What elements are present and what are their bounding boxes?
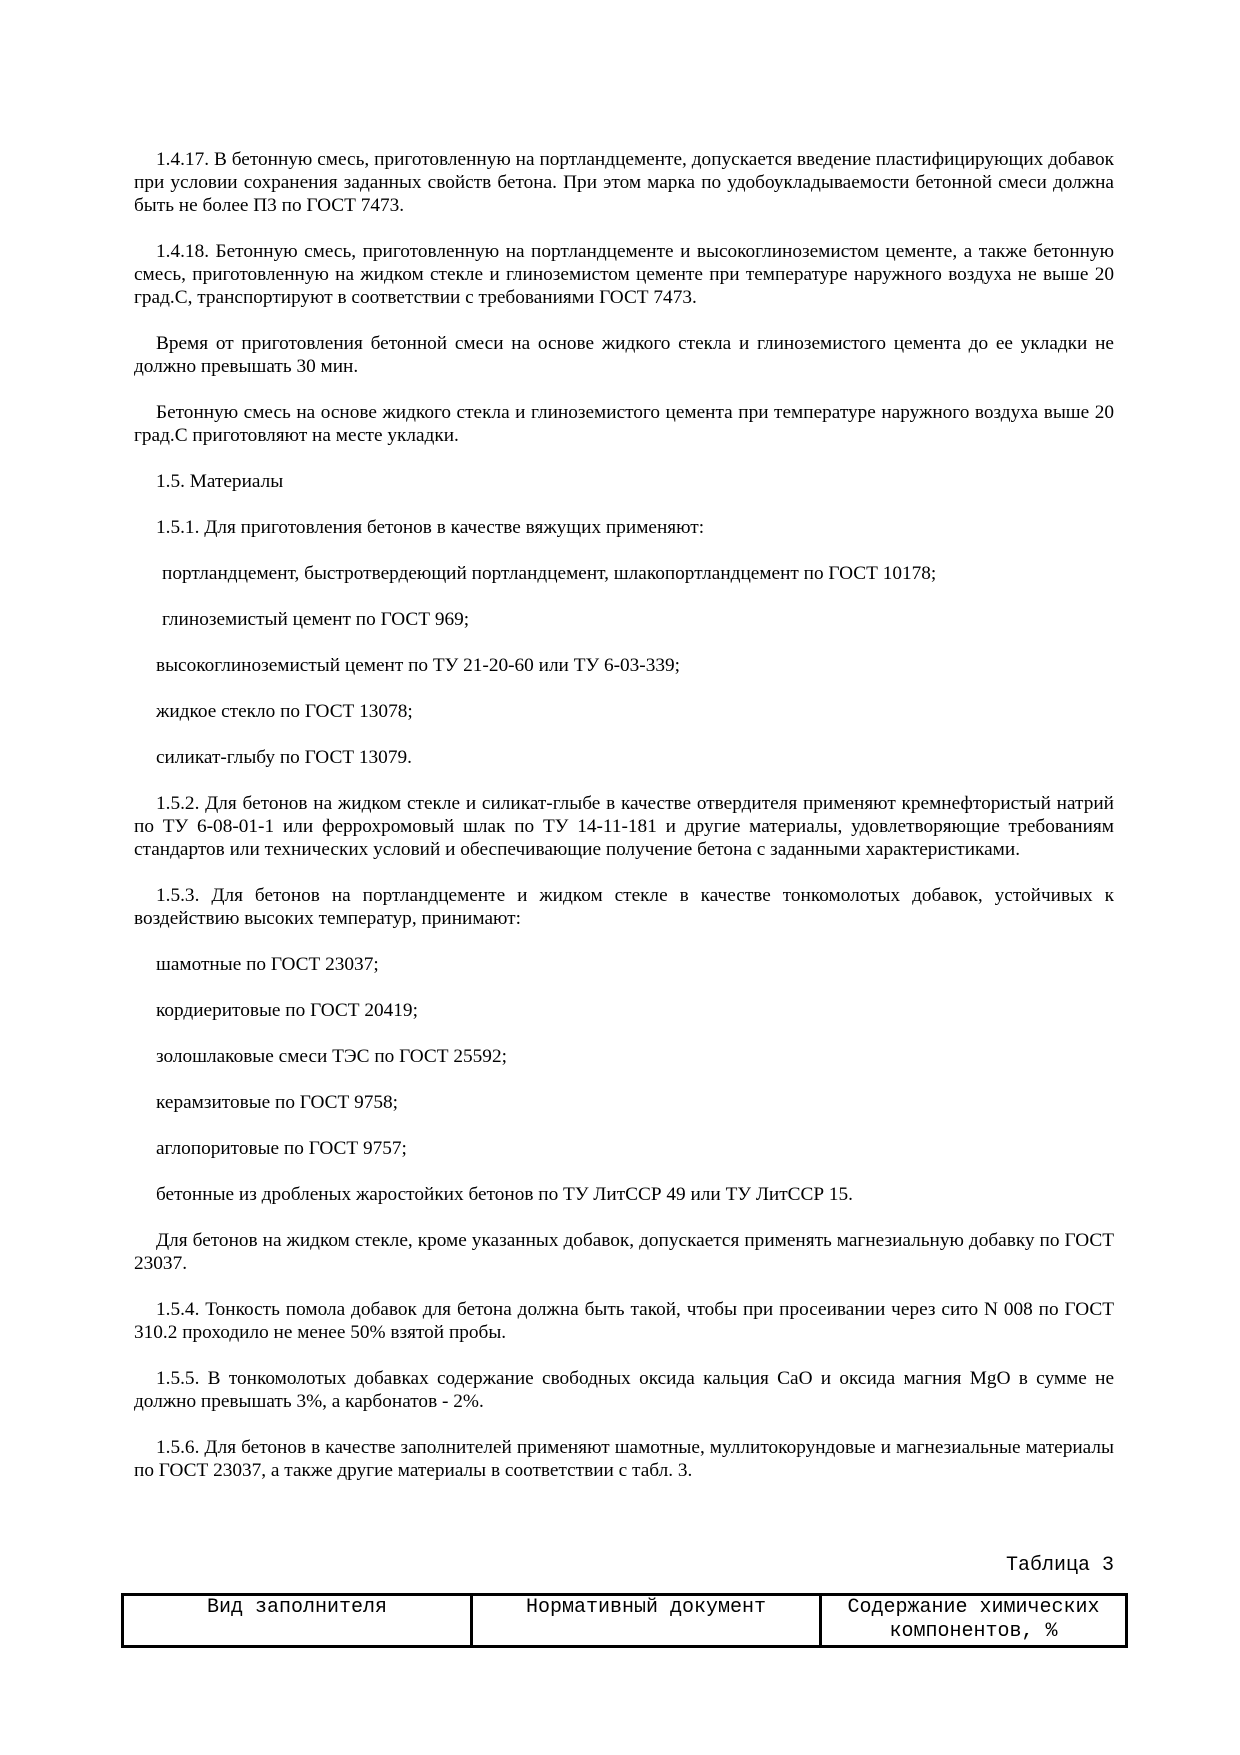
list-item-cordierite: кордиеритовые по ГОСТ 20419;	[156, 1000, 418, 1021]
list-item-alumina-cement: глиноземистый цемент по ГОСТ 969;	[162, 609, 470, 630]
paragraph-1-5-1: 1.5.1. Для приготовления бетонов в качестве вяжущих применяют:	[156, 517, 705, 538]
paragraph-1-5-2: 1.5.2. Для бетонов на жидком стекле и силикат-глыбе в качестве отвердителя применяют кремнефтористый натрий по ТУ 6-08-01-1 или феррохромовый шлак по ТУ 14-11-181 и другие материалы, удовлетворяющие требованиям стандартов или технических условий и обеспечивающие получение бетона с заданными характеристиками.	[134, 793, 1114, 860]
document-body	[134, 148, 1114, 1505]
list-item-ash-slag: золошлаковые смеси ТЭС по ГОСТ 25592;	[156, 1046, 507, 1067]
paragraph-magnesia-additive: Для бетонов на жидком стекле, кроме указанных добавок, допускается применять магнезиальную добавку по ГОСТ 23037.	[134, 1230, 1114, 1274]
paragraph-on-site-preparation: Бетонную смесь на основе жидкого стекла и глиноземистого цемента при температуре наружного воздуха выше 20 град.С приготовляют на месте укладки.	[134, 402, 1114, 446]
table-caption: Таблица 3	[1005, 1554, 1114, 1577]
table-3	[121, 1593, 1128, 1648]
table-header-row	[123, 1595, 1127, 1647]
paragraph-1-4-18: 1.4.18. Бетонную смесь, приготовленную на портландцементе и высокоглиноземистом цементе, а также бетонную смесь, приготовленную на жидком стекле и глиноземистом цементе при температуре наружного воздуха не выше 20 град.С, транспортируют в соответствии с требованиями ГОСТ 7473.	[134, 241, 1114, 308]
list-item-crushed-concrete: бетонные из дробленых жаростойких бетонов по ТУ ЛитССР 49 или ТУ ЛитССР 15.	[156, 1184, 854, 1205]
list-item-expanded-clay: керамзитовые по ГОСТ 9758;	[156, 1092, 399, 1113]
paragraph-time-limit: Время от приготовления бетонной смеси на основе жидкого стекла и глиноземистого цемента до ее укладки не должно превышать 30 мин.	[134, 333, 1114, 377]
list-item-chamotte: шамотные по ГОСТ 23037;	[156, 954, 379, 975]
column-header-aggregate-type: Вид заполнителя	[123, 1595, 472, 1647]
paragraph-1-4-17: 1.4.17. В бетонную смесь, приготовленную на портландцементе, допускается введение пластифицирующих добавок при условии сохранения заданных свойств бетона. При этом марка по удобоукладываемости бетонной смеси должна быть не более П3 по ГОСТ 7473.	[134, 149, 1114, 216]
list-item-agloporite: аглопоритовые по ГОСТ 9757;	[156, 1138, 407, 1159]
list-item-portland-cement: портландцемент, быстротвердеющий портландцемент, шлакопортландцемент по ГОСТ 10178;	[162, 563, 937, 584]
column-header-normative-document: Нормативный документ	[472, 1595, 821, 1647]
paragraph-1-5-3: 1.5.3. Для бетонов на портландцементе и жидком стекле в качестве тонкомолотых добавок, устойчивых к воздействию высоких температур, принимают:	[134, 885, 1114, 929]
paragraph-1-5-4: 1.5.4. Тонкость помола добавок для бетона должна быть такой, чтобы при просеивании через сито N 008 по ГОСТ 310.2 проходило не менее 50% взятой пробы.	[134, 1299, 1114, 1343]
paragraph-1-5-5: 1.5.5. В тонкомолотых добавках содержание свободных оксида кальция CaO и оксида магния MgO в сумме не должно превышать 3%, а карбонатов - 2%.	[134, 1368, 1114, 1412]
list-item-high-alumina-cement: высокоглиноземистый цемент по ТУ 21-20-60 или ТУ 6-03-339;	[156, 655, 680, 676]
list-item-silicate-lump: силикат-глыбу по ГОСТ 13079.	[156, 747, 412, 768]
aggregates-table	[121, 1593, 1128, 1648]
paragraph-1-5-6: 1.5.6. Для бетонов в качестве заполнителей применяют шамотные, муллитокорундовые и магнезиальные материалы по ГОСТ 23037, а также другие материалы в соответствии с табл. 3.	[134, 1437, 1114, 1481]
section-heading-materials: 1.5. Материалы	[156, 471, 284, 492]
list-item-liquid-glass: жидкое стекло по ГОСТ 13078;	[156, 701, 413, 722]
column-header-chemical-content: Содержание химических компонентов, %	[821, 1595, 1127, 1647]
